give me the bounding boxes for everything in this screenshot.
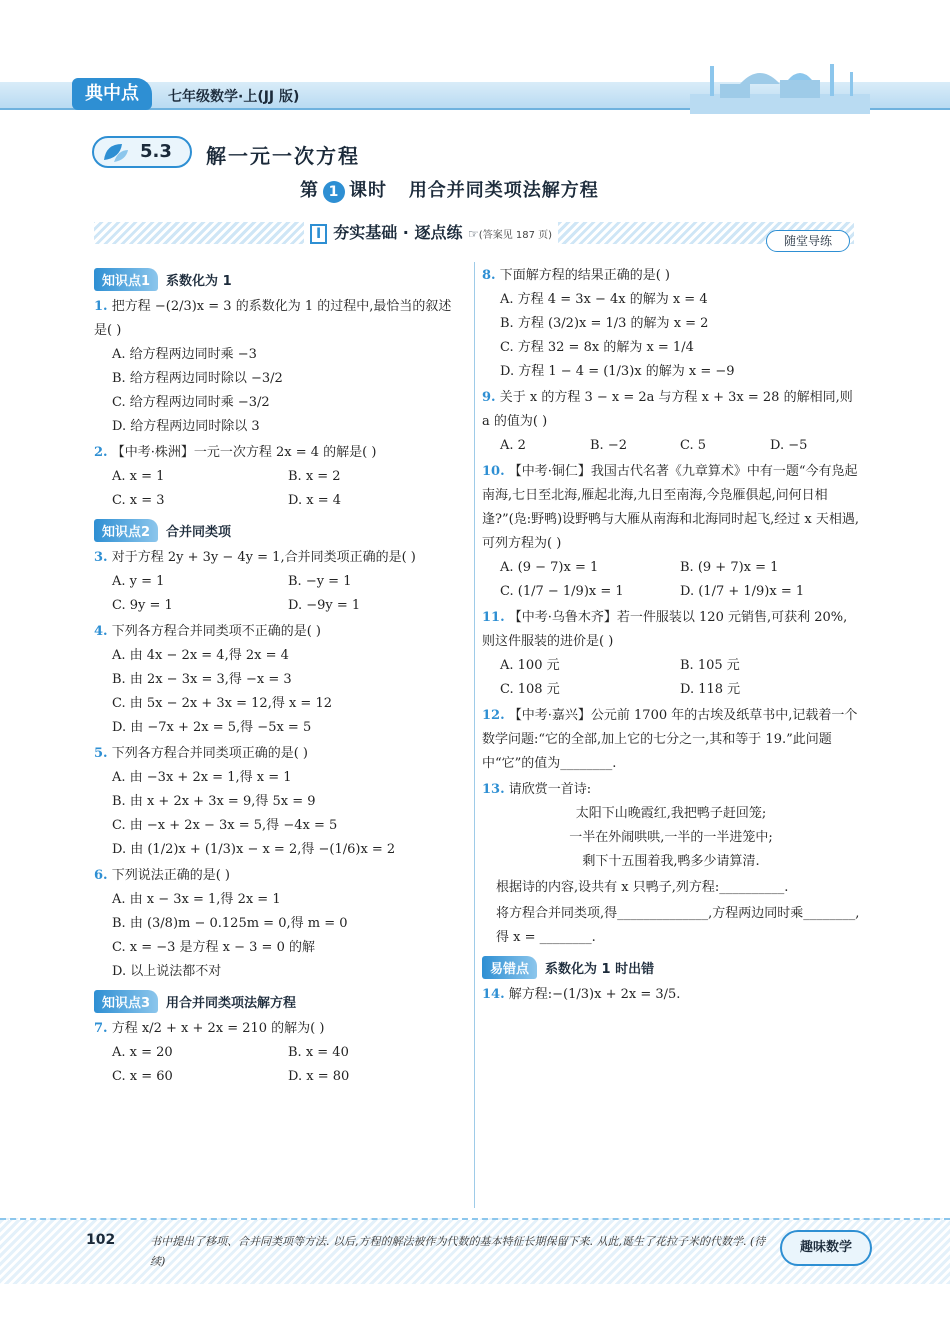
lesson-number: 1	[323, 181, 345, 203]
option[interactable]: D. 方程 1 − 4 = (1/3)x 的解为 x = −9	[500, 364, 735, 379]
question-text: 解方程:−(1/3)x + 2x = 3/5.	[508, 987, 681, 1002]
question-text: 关于 x 的方程 3 − x = 2a 与方程 x + 3x = 28 的解相同,则 a 的值为( )	[482, 390, 853, 429]
knowledge-point-1	[94, 268, 464, 291]
pitfall-text: 系数化为 1 时出错	[545, 962, 655, 977]
footer-note: 书中提出了移项、合并同类项等方法. 以后,方程的解法被作为代数的基本特征长期保留下来. 从此,诞生了花拉子米的代数学. (待续)	[150, 1235, 766, 1268]
kp-text: 系数化为 1	[166, 274, 232, 289]
question-text[interactable]: 【中考·嘉兴】公元前 1700 年的古埃及纸草书中,记载着一个数学问题:“它的全部,加上它的七分之一,其和等于 19.”此问题中“它”的值为________.	[482, 708, 858, 771]
option-row	[482, 556, 860, 580]
option[interactable]: C. x = 60	[112, 1069, 173, 1084]
question-13: 13. 请欣赏一首诗:	[482, 782, 592, 797]
option[interactable]: C. x = 3	[112, 493, 165, 508]
section-number: 5.3	[140, 141, 172, 162]
question-1: 1. 把方程 −(2/3)x = 3 的系数化为 1 的过程中,最恰当的叙述是( )	[94, 299, 452, 338]
option[interactable]: A. 2	[500, 438, 526, 453]
fill-in-blank[interactable]: 将方程合并同类项,得______________,方程两边同时乘________,得 x = ________.	[496, 906, 860, 945]
option[interactable]: A. (9 − 7)x = 1	[500, 560, 599, 575]
option[interactable]: D. 由 (1/2)x + (1/3)x − x = 2,得 −(1/6)x = 2	[112, 842, 396, 857]
option[interactable]: A. x = 20	[112, 1045, 173, 1060]
knowledge-point-2	[94, 519, 464, 542]
option-row	[94, 1041, 464, 1065]
pitfall-point	[482, 956, 860, 979]
option[interactable]: D. −9y = 1	[288, 598, 361, 613]
leaf-icon	[100, 140, 130, 164]
option[interactable]: B. −y = 1	[288, 574, 352, 589]
option[interactable]: B. 由 x + 2x + 3x = 9,得 5x = 9	[112, 794, 316, 809]
option[interactable]: B. 由 2x − 3x = 3,得 −x = 3	[112, 672, 292, 687]
practice-number: I	[310, 224, 327, 244]
lesson-prefix: 第	[300, 180, 319, 201]
kp-text: 合并同类项	[166, 525, 232, 540]
lesson-suffix: 课时	[349, 180, 387, 201]
option[interactable]: B. 方程 (3/2)x = 1/3 的解为 x = 2	[500, 316, 709, 331]
option[interactable]: D. x = 80	[288, 1069, 350, 1084]
option-row	[482, 654, 860, 678]
option[interactable]: C. 5	[680, 438, 707, 453]
fill-in-blank[interactable]: 根据诗的内容,设共有 x 只鸭子,列方程:__________.	[496, 880, 789, 895]
option[interactable]: D. 由 −7x + 2x = 5,得 −5x = 5	[112, 720, 312, 735]
option[interactable]: B. x = 2	[288, 469, 341, 484]
book-title: 七年级数学·上(JJ 版)	[168, 89, 300, 105]
option[interactable]: A. 100 元	[500, 658, 560, 673]
section-title: 解一元一次方程	[206, 144, 360, 168]
option[interactable]: B. −2	[590, 438, 627, 453]
column-divider	[474, 262, 475, 1208]
option[interactable]: C. 方程 32 = 8x 的解为 x = 1/4	[500, 340, 694, 355]
page-number: 102	[86, 1232, 116, 1248]
question-4: 4. 下列各方程合并同类项不正确的是( )	[94, 624, 321, 639]
option[interactable]: A. 由 4x − 2x = 4,得 2x = 4	[112, 648, 289, 663]
answer-reference: (答案见 187 页)	[478, 230, 553, 241]
option[interactable]: D. −5	[770, 438, 808, 453]
knowledge-point-3	[94, 990, 464, 1013]
left-column	[94, 262, 464, 1089]
kp-tag: 知识点3	[94, 990, 158, 1013]
question-2: 2. 【中考·株洲】一元一次方程 2x = 4 的解是( )	[94, 445, 377, 460]
option[interactable]: B. 105 元	[680, 658, 740, 673]
option[interactable]: C. 108 元	[500, 682, 560, 697]
option[interactable]: C. 由 −x + 2x − 3x = 5,得 −4x = 5	[112, 818, 338, 833]
question-6: 6. 下列说法正确的是( )	[94, 868, 230, 883]
skyline-illustration	[680, 58, 880, 114]
lesson-title	[300, 176, 599, 203]
pitfall-tag: 易错点	[482, 956, 537, 979]
brand-logo: 典中点	[72, 78, 152, 110]
option[interactable]: D. (1/7 + 1/9)x = 1	[680, 584, 805, 599]
question-14: 14. 解方程:−(1/3)x + 2x = 3/5.	[482, 987, 681, 1002]
lesson-subtitle: 用合并同类项法解方程	[408, 180, 599, 201]
question-text: 下列各方程合并同类项不正确的是( )	[111, 624, 321, 639]
option[interactable]: A. 给方程两边同时乘 −3	[112, 347, 257, 362]
practice-label	[304, 220, 558, 244]
question-3: 3. 对于方程 2y + 3y − 4y = 1,合并同类项正确的是( )	[94, 550, 416, 565]
option[interactable]: B. 给方程两边同时除以 −3/2	[112, 371, 283, 386]
option[interactable]: D. 给方程两边同时除以 3	[112, 419, 260, 434]
option-row	[482, 678, 860, 702]
option-row	[94, 489, 464, 513]
option[interactable]: B. 由 (3/8)m − 0.125m = 0,得 m = 0	[112, 916, 348, 931]
option-row	[482, 434, 860, 458]
option[interactable]: C. 给方程两边同时乘 −3/2	[112, 395, 270, 410]
practice-title: 夯实基础 · 逐点练	[333, 223, 463, 242]
kp-tag: 知识点2	[94, 519, 158, 542]
question-7: 7. 方程 x/2 + x + 2x = 210 的解为( )	[94, 1021, 325, 1036]
option[interactable]: A. 由 −3x + 2x = 1,得 x = 1	[112, 770, 292, 785]
question-text: 把方程 −(2/3)x = 3 的系数化为 1 的过程中,最恰当的叙述是( )	[94, 299, 452, 338]
question-11: 11. 【中考·乌鲁木齐】若一件服装以 120 元销售,可获利 20%,则这件服装的进价是( )	[482, 610, 848, 649]
poem-line: 太阳下山晚霞红,我把鸭子赶回笼;	[575, 806, 767, 821]
kp-tag: 知识点1	[94, 268, 158, 291]
option[interactable]: D. 以上说法都不对	[112, 964, 222, 979]
class-guide-button[interactable]: 随堂导练	[766, 230, 850, 252]
question-12: 12. 【中考·嘉兴】公元前 1700 年的古埃及纸草书中,记载着一个数学问题:“它的全部,加上它的七分之一,其和等于 19.”此问题中“它”的值为________.	[482, 708, 858, 771]
option[interactable]: D. 118 元	[680, 682, 741, 697]
question-text: 方程 x/2 + x + 2x = 210 的解为( )	[111, 1021, 325, 1036]
question-text: 下面解方程的结果正确的是( )	[499, 268, 670, 283]
pointing-hand-icon: ☞	[468, 227, 479, 241]
question-5: 5. 下列各方程合并同类项正确的是( )	[94, 746, 308, 761]
question-text: 对于方程 2y + 3y − 4y = 1,合并同类项正确的是( )	[111, 550, 416, 565]
poem-line: 剩下十五围着我,鸭多少请算清.	[582, 854, 760, 869]
question-8: 8. 下面解方程的结果正确的是( )	[482, 268, 670, 283]
question-9: 9. 关于 x 的方程 3 − x = 2a 与方程 x + 3x = 28 的解相同,则 a 的值为( )	[482, 390, 853, 429]
question-text: 下列各方程合并同类项正确的是( )	[111, 746, 308, 761]
question-10: 10. 【中考·铜仁】我国古代名著《九章算术》中有一题“今有凫起南海,七日至北海,雁起北海,九日至南海,今凫雁俱起,问何日相逢?”(凫:野鸭)设野鸭与大雁从南海和北海同时起飞,经过 x 天相遇,可列方程为( )	[482, 464, 860, 551]
option[interactable]: A. 方程 4 = 3x − 4x 的解为 x = 4	[500, 292, 708, 307]
option[interactable]: A. 由 x − 3x = 1,得 2x = 1	[112, 892, 281, 907]
fun-math-badge: 趣味数学	[780, 1230, 872, 1266]
option-row	[94, 570, 464, 594]
question-text: 【中考·乌鲁木齐】若一件服装以 120 元销售,可获利 20%,则这件服装的进价是( )	[482, 610, 848, 649]
poem-line: 一半在外闹哄哄,一半的一半进笼中;	[569, 830, 773, 845]
option[interactable]: C. x = −3 是方程 x − 3 = 0 的解	[112, 940, 315, 955]
question-text: 下列说法正确的是( )	[111, 868, 230, 883]
option[interactable]: B. x = 40	[288, 1045, 349, 1060]
question-text: 【中考·铜仁】我国古代名著《九章算术》中有一题“今有凫起南海,七日至北海,雁起北海,九日至南海,今凫雁俱起,问何日相逢?”(凫:野鸭)设野鸭与大雁从南海和北海同时起飞,经过 x 天相遇,可列方程为( )	[482, 464, 860, 551]
option-row	[94, 465, 464, 489]
option[interactable]: A. y = 1	[112, 574, 165, 589]
option-row	[94, 594, 464, 618]
option[interactable]: D. x = 4	[288, 493, 341, 508]
right-column	[482, 262, 860, 1007]
option[interactable]: A. x = 1	[112, 469, 165, 484]
option-row	[482, 580, 860, 604]
option[interactable]: C. 9y = 1	[112, 598, 173, 613]
option[interactable]: C. 由 5x − 2x + 3x = 12,得 x = 12	[112, 696, 332, 711]
option[interactable]: C. (1/7 − 1/9)x = 1	[500, 584, 624, 599]
question-text: 请欣赏一首诗:	[508, 782, 592, 797]
option-row	[94, 1065, 464, 1089]
kp-text: 用合并同类项法解方程	[166, 996, 297, 1011]
question-text: 【中考·株洲】一元一次方程 2x = 4 的解是( )	[111, 445, 377, 460]
option[interactable]: B. (9 + 7)x = 1	[680, 560, 779, 575]
